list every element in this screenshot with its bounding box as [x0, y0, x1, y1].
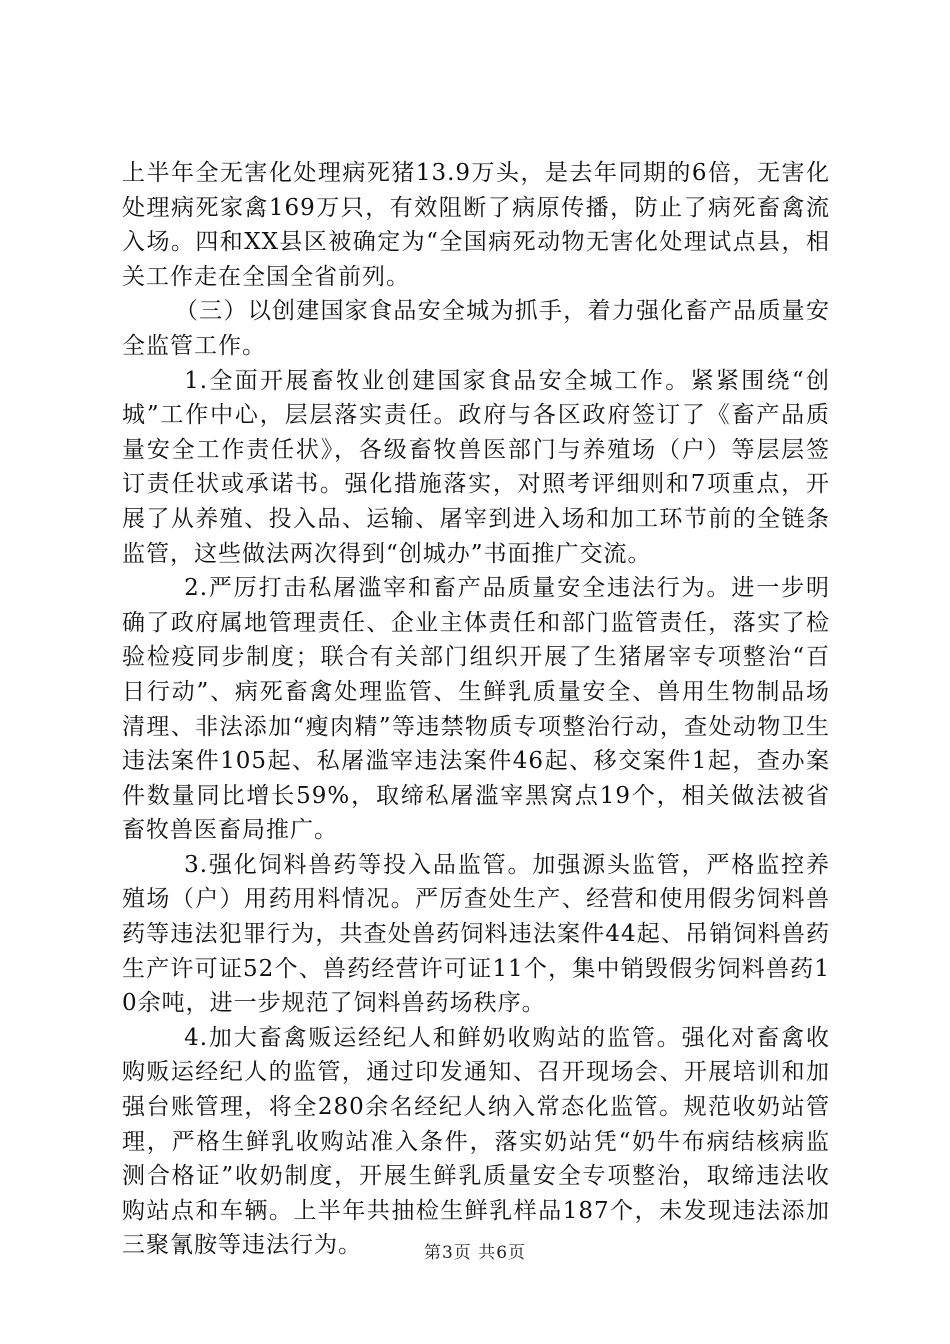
paragraph-item-3: 3.强化饲料兽药等投入品监管。加强源头监管，严格监控养殖场（户）用药用料情况。严厉查处生产、经营和使用假劣饲料兽药等违法犯罪行为，共查处兽药饲料违法案件44起、吊销饲料兽药生产许可证52个、兽药经营许可证11个，集中销毁假劣饲料兽药10余吨，进一步规范了饲料兽药场秩序。: [122, 851, 830, 1017]
page-number-footer: 第3页 共6页: [423, 1243, 527, 1263]
section-heading: （三）以创建国家食品安全城为抓手，着力强化畜产品质量安全监管工作。: [122, 298, 830, 359]
paragraph-item-1: 1.全面开展畜牧业创建国家食品安全城工作。紧紧围绕“创城”工作中心，层层落实责任。政府与各区政府签订了《畜产品质量安全工作责任状》，各级畜牧兽医部门与养殖场（户）等层层签订责任状或承诺书。强化措施落实，对照考评细则和7项重点，开展了从养殖、投入品、运输、屠宰到进入场和加工环节前的全链条监管，这些做法两次得到“创城办”书面推广交流。: [122, 367, 830, 567]
document-body: [122, 156, 830, 1263]
paragraph-item-2: 2.严厉打击私屠滥宰和畜产品质量安全违法行为。进一步明确了政府属地管理责任、企业主体责任和部门监管责任，落实了检验检疫同步制度；联合有关部门组织开展了生猪屠宰专项整治“百日行动”、病死畜禽处理监管、生鲜乳质量安全、兽用生物制品场清理、非法添加“瘦肉精”等违禁物质专项整治行动，查处动物卫生违法案件105起、私屠滥宰违法案件46起、移交案件1起，查办案件数量同比增长59%，取缔私屠滥宰黑窝点19个，相关做法被省畜牧兽医畜局推广。: [122, 575, 830, 844]
paragraph-item-4: 4.加大畜禽贩运经纪人和鲜奶收购站的监管。强化对畜禽收购贩运经纪人的监管，通过印发通知、召开现场会、开展培训和加强台账管理，将全280余名经纪人纳入常态化监管。规范收奶站管理，严格生鲜乳收购站准入条件，落实奶站凭“奶牛布病结核病监测合格证”收奶制度，开展生鲜乳质量安全专项整治，取缔违法收购站点和车辆。上半年共抽检生鲜乳样品187个，未发现违法添加三聚氰胺等违法行为。: [122, 1024, 830, 1259]
paragraph-continuation: 上半年全无害化处理病死猪13.9万头，是去年同期的6倍，无害化处理病死家禽169万只，有效阻断了病原传播，防止了病死畜禽流入场。四和XX县区被确定为“全国病死动物无害化处理试点县，相关工作走在全国全省前列。: [122, 160, 830, 290]
